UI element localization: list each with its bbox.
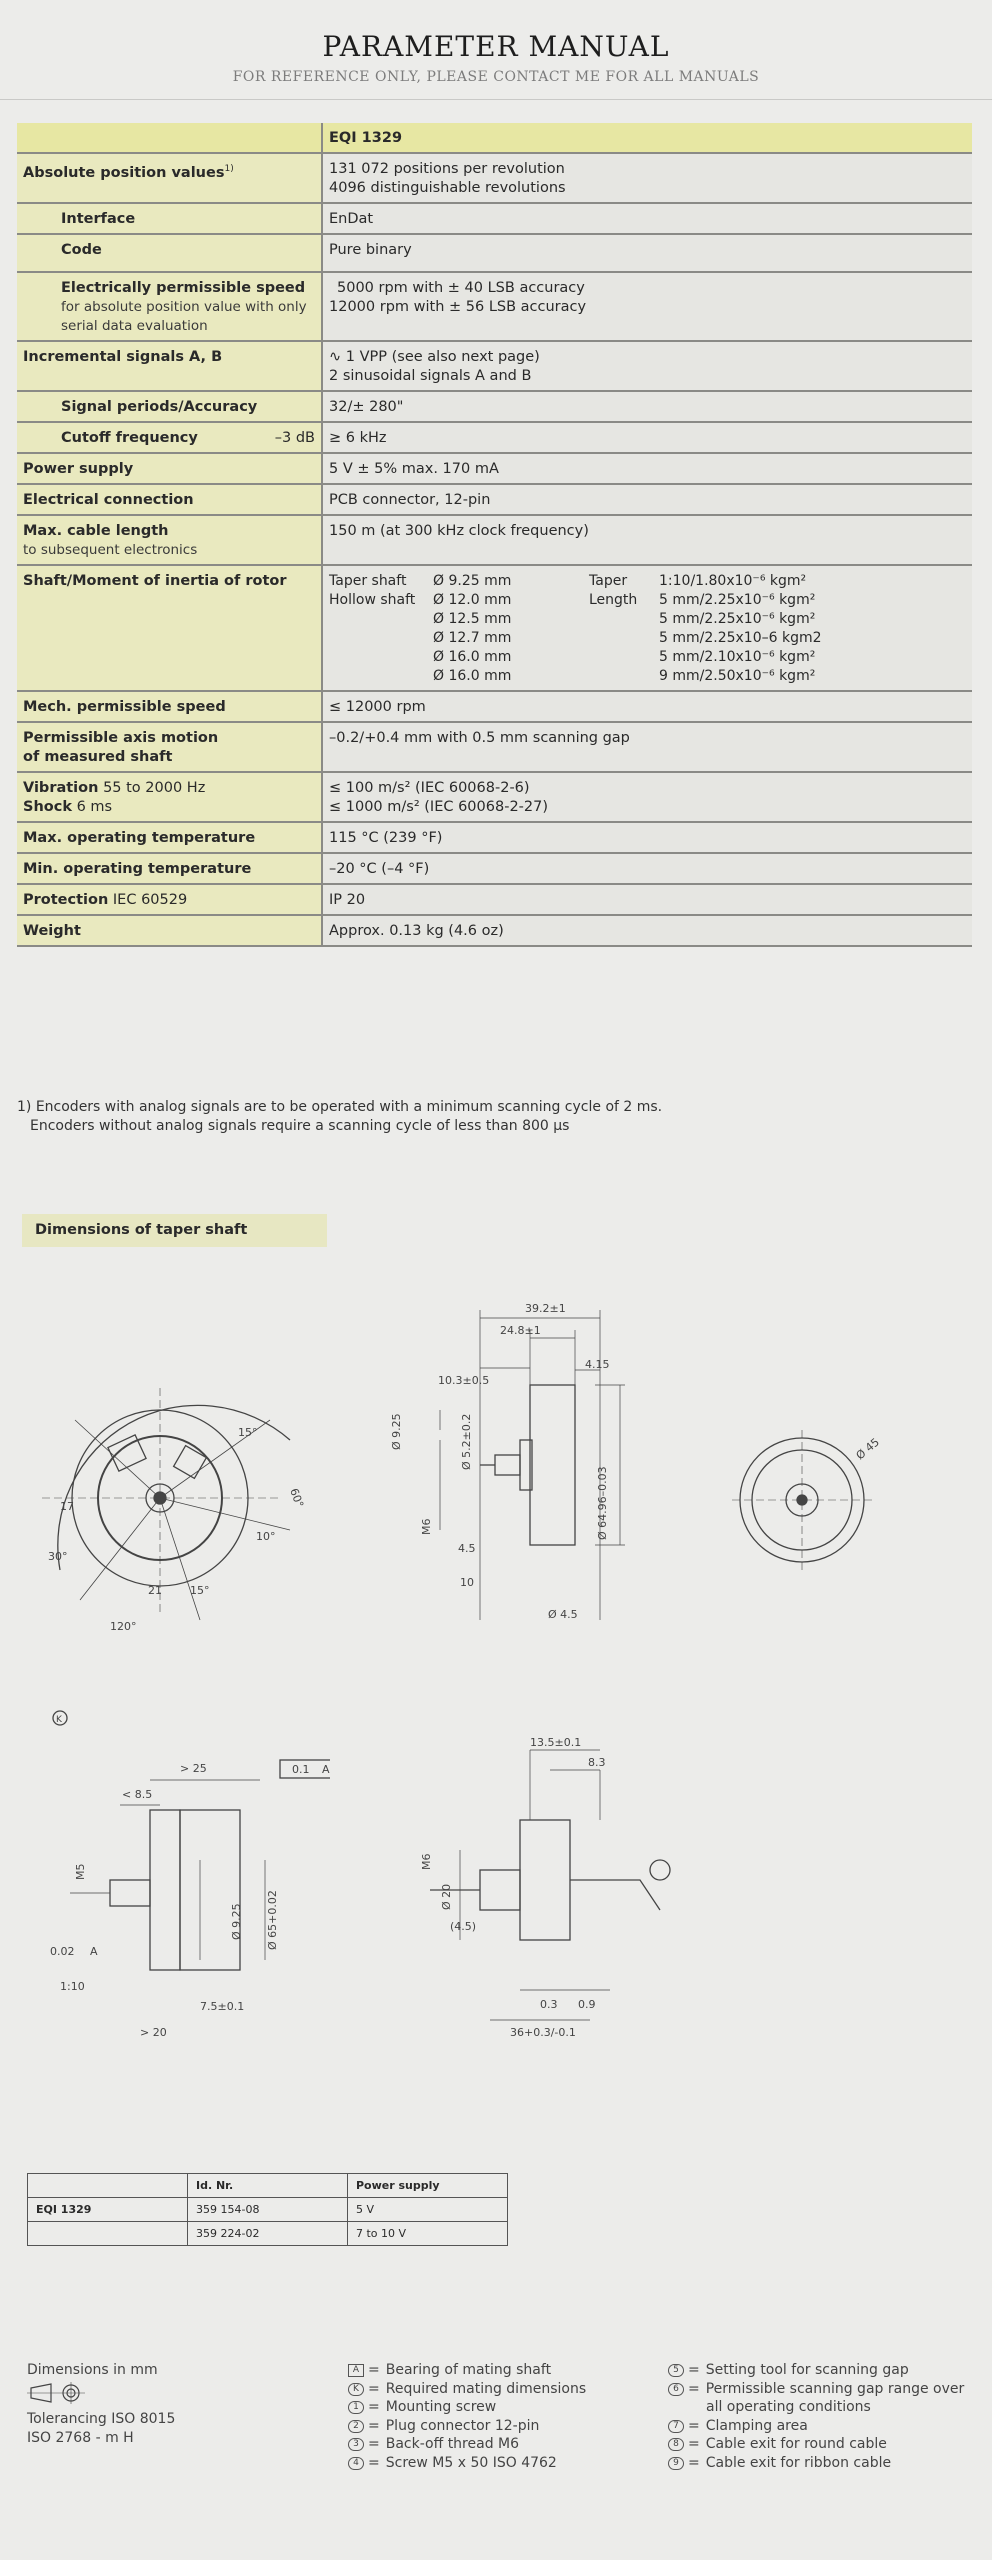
dim-4-5-paren: (4.5) (450, 1920, 477, 1933)
order-table-row: 359 224-02 7 to 10 V (28, 2222, 508, 2246)
spec-row-max-temp: Max. operating temperature 115 °C (239 °F) (17, 822, 972, 853)
flatness-tol-value: 0.1 (292, 1763, 310, 1776)
legend-item: K = Required mating dimensions (348, 2380, 586, 2399)
dim-13-5: 13.5±0.1 (530, 1736, 582, 1749)
order-table-row: EQI 1329 359 154-08 5 V (28, 2198, 508, 2222)
spec-row-absolute: Absolute position values$^{1)}$ 131 072 positions per revolution 4096 distinguishable revolutions (17, 153, 972, 203)
order-table-header: Id. Nr. Power supply (28, 2174, 508, 2198)
legend-column-a (348, 2361, 586, 2472)
taper-ratio: 1:10 (60, 1980, 85, 1993)
page-title: PARAMETER MANUAL (322, 30, 670, 63)
dim-39-2: 39.2±1 (525, 1302, 566, 1315)
spec-header-row (17, 123, 972, 153)
dim-lt-8-5: < 8.5 (122, 1788, 153, 1801)
angle-label-60: 60° (287, 1486, 307, 1510)
legend-item: 7 = Clamping area (668, 2417, 964, 2436)
runout-datum: A (90, 1945, 98, 1958)
dim-4-15: 4.15 (585, 1358, 610, 1371)
spec-table (17, 123, 972, 947)
spec-row-min-temp: Min. operating temperature –20 °C (–4 °F) (17, 853, 972, 884)
spec-row-shaft: Shaft/Moment of inertia of rotor Taper shaft Ø 9.25 mm Taper 1:10/1.80x10⁻⁶ kgm² Hollow shaft Ø 12.0 mm Length 5 mm/2.25x10⁻⁶ kgm² Ø 12.5 mm 5 mm/2.25x10⁻⁶ kgm² Ø 12.7 mm 5 mm/2.25x10–6 kgm2 Ø 16.0 mm 5 mm/2.10x10⁻⁶ kgm² Ø 16.0 mm 9 mm/2.50x10⁻⁶ kgm² (17, 565, 972, 691)
legend-column-b (668, 2361, 964, 2472)
spec-row-axis: Permissible axis motion of measured shaft –0.2/+0.4 mm with 0.5 mm scanning gap (17, 722, 972, 772)
spec-row-code: Code Pure binary (17, 234, 972, 272)
rear-view-drawing (720, 1410, 900, 1590)
spec-row-incremental: Incremental signals A, B ∿ 1 VPP (see also next page) 2 sinusoidal signals A and B (17, 341, 972, 391)
dim-gt-20: > 20 (140, 2026, 167, 2039)
dim-label-21: 21 (148, 1584, 162, 1597)
dim-24-8: 24.8±1 (500, 1324, 541, 1337)
angle-label-10: 10° (256, 1530, 276, 1543)
legend-item: 1 = Mounting screw (348, 2398, 586, 2417)
spec-row-power: Power supply 5 V ± 5% max. 170 mA (17, 453, 972, 484)
dim-10-3: 10.3±0.5 (438, 1374, 490, 1387)
spec-row-cutoff: Cutoff frequency –3 dB ≥ 6 kHz (17, 422, 972, 453)
order-table (27, 2173, 508, 2246)
legend-item: A = Bearing of mating shaft (348, 2361, 586, 2380)
dim-8-3: 8.3 (588, 1756, 606, 1769)
section-title: Dimensions of taper shaft (22, 1214, 327, 1247)
dim-0-9: 0.9 (578, 1998, 596, 2011)
legend-item: all operating conditions (706, 2399, 871, 2415)
spec-row-speed: Electrically permissible speed for absolute position value with only serial data evaluation 5000 rpm with ± 40 LSB accuracy 12000 rpm with ± 56 LSB accuracy (17, 272, 972, 341)
assembly-section-drawing (370, 1730, 700, 2050)
legend-item: 9 = Cable exit for ribbon cable (668, 2454, 964, 2473)
spec-row-electrical: Electrical connection PCB connector, 12-pin (17, 484, 972, 515)
mating-k-marker: K (56, 1715, 62, 1725)
dim-dia-9-25b: Ø 9.25 (230, 1903, 243, 1940)
spec-row-mech-speed: Mech. permissible speed ≤ 12000 rpm (17, 691, 972, 722)
legend-item: 2 = Plug connector 12-pin (348, 2417, 586, 2436)
dim-dia-4-5: Ø 4.5 (548, 1608, 578, 1621)
legend-item: 4 = Screw M5 x 50 ISO 4762 (348, 2454, 586, 2473)
dim-dia-20: Ø 20 (440, 1883, 453, 1910)
angle-label-120: 120° (110, 1620, 137, 1633)
spec-row-periods: Signal periods/Accuracy 32/± 280" (17, 391, 972, 422)
dim-10: 10 (460, 1576, 474, 1589)
side-view-drawing (380, 1290, 660, 1630)
page-header (0, 30, 992, 100)
footnote: 1) Encoders with analog signals are to be operated with a minimum scanning cycle of 2 ms. Encoders without analog signals require a scanning cycle of less than 800 µs (17, 1099, 663, 1134)
dim-m5: M5 (74, 1863, 87, 1880)
projection-symbol-icon (27, 2382, 87, 2404)
dim-36: 36+0.3/-0.1 (510, 2026, 576, 2039)
dim-4-5: 4.5 (458, 1542, 476, 1555)
legend-item: 3 = Back-off thread M6 (348, 2435, 586, 2454)
dim-dia-45: Ø 45 (853, 1435, 882, 1463)
mating-dimensions-drawing (30, 1700, 330, 2060)
dim-dia-65: Ø 65+0.02 (266, 1890, 279, 1950)
dim-7-5: 7.5±0.1 (200, 2000, 245, 2013)
dim-0-3: 0.3 (540, 1998, 558, 2011)
runout-tol-value: 0.02 (50, 1945, 75, 1958)
legend-item: 6 = Permissible scanning gap range over (668, 2380, 964, 2399)
sine-wave-icon: ∿ (329, 349, 342, 365)
dim-dia-5-2: Ø 5.2±0.2 (460, 1413, 473, 1470)
flatness-datum: A (322, 1763, 330, 1776)
spec-row-interface: Interface EnDat (17, 203, 972, 234)
front-view-drawing (20, 1380, 320, 1640)
dim-gt-25: > 25 (180, 1762, 207, 1775)
spec-row-vibration: Vibration 55 to 2000 Hz Shock 6 ms ≤ 100 m/s² (IEC 60068-2-6) ≤ 1000 m/s² (IEC 60068-2-27) (17, 772, 972, 822)
model-name: EQI 1329 (322, 123, 972, 153)
dim-dia-9-25: Ø 9.25 (390, 1413, 403, 1450)
spec-row-protection: Protection IEC 60529 IP 20 (17, 884, 972, 915)
header-divider (0, 99, 992, 100)
page-subtitle: FOR REFERENCE ONLY, PLEASE CONTACT ME FOR ALL MANUALS (232, 69, 760, 85)
spec-row-weight: Weight Approx. 0.13 kg (4.6 oz) (17, 915, 972, 946)
angle-label-15: 15° (238, 1426, 258, 1439)
angle-label-30: 30° (48, 1550, 68, 1563)
angle-label-15b: 15° (190, 1584, 210, 1597)
legend-tolerancing: Dimensions in mm Tolerancing ISO 8015 ISO 2768 - m H (27, 2362, 176, 2446)
dim-m6b: M6 (420, 1853, 433, 1870)
dim-dia-64-96: Ø 64.96–0.03 (596, 1466, 609, 1540)
legend-item: 5 = Setting tool for scanning gap (668, 2361, 964, 2380)
dim-m6: M6 (420, 1518, 433, 1535)
dim-label-17: 17 (60, 1500, 74, 1513)
legend-item: 8 = Cable exit for round cable (668, 2435, 964, 2454)
spec-row-cable: Max. cable length to subsequent electronics 150 m (at 300 kHz clock frequency) (17, 515, 972, 565)
